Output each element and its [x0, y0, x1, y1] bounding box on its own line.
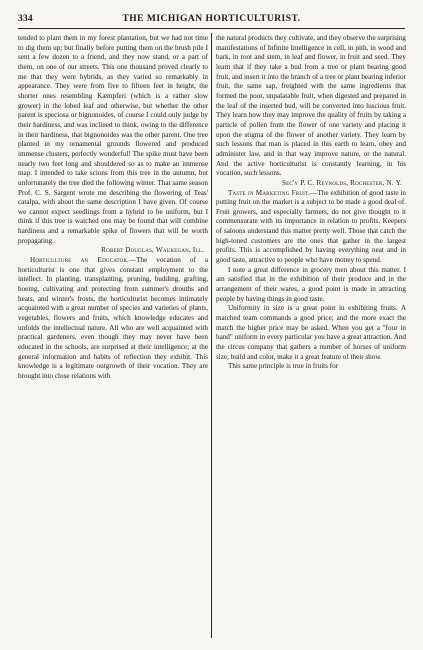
left-column [18, 34, 208, 382]
paragraph: Uniformity in size is a great point in exhibiting fruits. A matched team commands a good price; and the more exact the match the higher price may be asked. When you get a "four in hand" uniform in every particular you have a great attraction. And the circus company that gathers a number of horses of uniform size, build and color, make it a great feature of their show. [216, 304, 406, 361]
signature: Sec'y P. C. Reynolds, Rochester, N. Y. [281, 178, 402, 187]
paragraph: I note a great difference in grocery men about this matter. I am satisfied that in the exhibition of their produce and in the arrangement of their wares, a good point is made in attracting people by having things in good taste. [216, 265, 406, 303]
signature: Robert Douglas, Waukegan, Ill. [101, 246, 204, 255]
right-column [216, 34, 406, 372]
running-title: THE MICHIGAN HORTICULTURIST. [122, 14, 301, 24]
paragraph: tended to plant them in my forest plantation, but we had not time to dig them up; but finally before putting them on the brush pile I sent a few dozen to a friend, and they now stand, or a part of them, on one of our streets. This one thousand proved clearly to me that they were hybrids, as they varied so remarkably in appearance. They were from five to fifteen feet in height, the shorter ones resembling Kæmpferi (which is a rather slow grower) in the lobed leaf and otherwise, but whether the other parent is speciosa or bignonoides, of course I could only judge by their hardiness, and was inclined to think, owing to the difference in their hardiness, that bignonoides was the other parent. One tree planted in my ornamental grounds flowered and produced immense clusters, perfectly wonderful! The spike must have been nearly two feet long and shouldered so as to make an immense map. I intended to take scions from this tree in the autumn, but unfortunately the tree died the following winter. That same season Prof. C. S. Sargent wrote me describing the flowering of Teas' catalpa, with about the same description I have given. Of course we cannot expect seedlings from a hybrid to be uniform, but I think if this tree is watched one may be found that will combine hardiness and a remarkable spike of flowers that will be worth propagating. [18, 34, 208, 245]
article-paragraph [18, 256, 208, 382]
page-header [18, 12, 405, 29]
paragraph: the natural products they cultivate, and they observe the surprising manifestations of Infinite Intelligence in cell, in pith, in wood and bark, in root and stem, in leaf and flower, in fruit and seed. They learn that if they take a bud from a tree or plant bearing good fruit, and insert it into the branch of a tree or plant bearing inferior fruit, the same sap, freighted with the same ingredients that formed the poor, unpalatable fruit, when digested and prepared in the leaf of the inserted bud, will be converted into luscious fruit. They learn how they may improve the quality of fruits by taking a particle of pollen from the flower of one variety and placing it upon the stigma of the flower of another variety. They learn by such lessons that man is placed in this earth to learn, obey and administer law, and in that way improve nature, or the natural. And the active horticulturist is constantly learning, in his vocation, such lessons. [216, 34, 406, 178]
column-divider [211, 33, 212, 638]
paragraph: This same principle is true in fruits for [228, 362, 339, 371]
article-text: —The exhibition of good taste in putting fruit on the market is a subject to be made a good deal of. Fruit growers, and especially farmers, do not give thought to it commensurate with its importance in relation to profits. Keepers of saloons understand this matter pretty well. Those that catch the high-toned customers are the ones that gather in the largest profits. This is accomplished by having everything neat and in good taste, attractive to people who have money to spend. [216, 188, 406, 265]
article-paragraph [216, 189, 406, 266]
page-number: 334 [18, 14, 33, 24]
article-text: —The vocation of a horticulturist is one that gives constant employment to the intellect. In planting, transplanting, pruning, budding, grafting, hoeing, cultivating and protecting from summer's drouths and heats, and winter's frosts, the horticulturist becomes intimately acquainted with a great number of species and varieties of plants, vegetables, flowers and fruits, which knowledge educates and unfolds the intellectual nature. All who are well acquainted with practical gardeners, even though they may never have been educated in the schools, are surprised at their intelligence; at the general information and habits of reflection they exhibit. This knowledge is a legitimate outgrowth of their vocation. They are brought into close relations with [18, 256, 208, 380]
article-title: Taste in Marketing Fruit. [228, 188, 311, 197]
article-title: Horticulture an Educator. [30, 256, 130, 265]
